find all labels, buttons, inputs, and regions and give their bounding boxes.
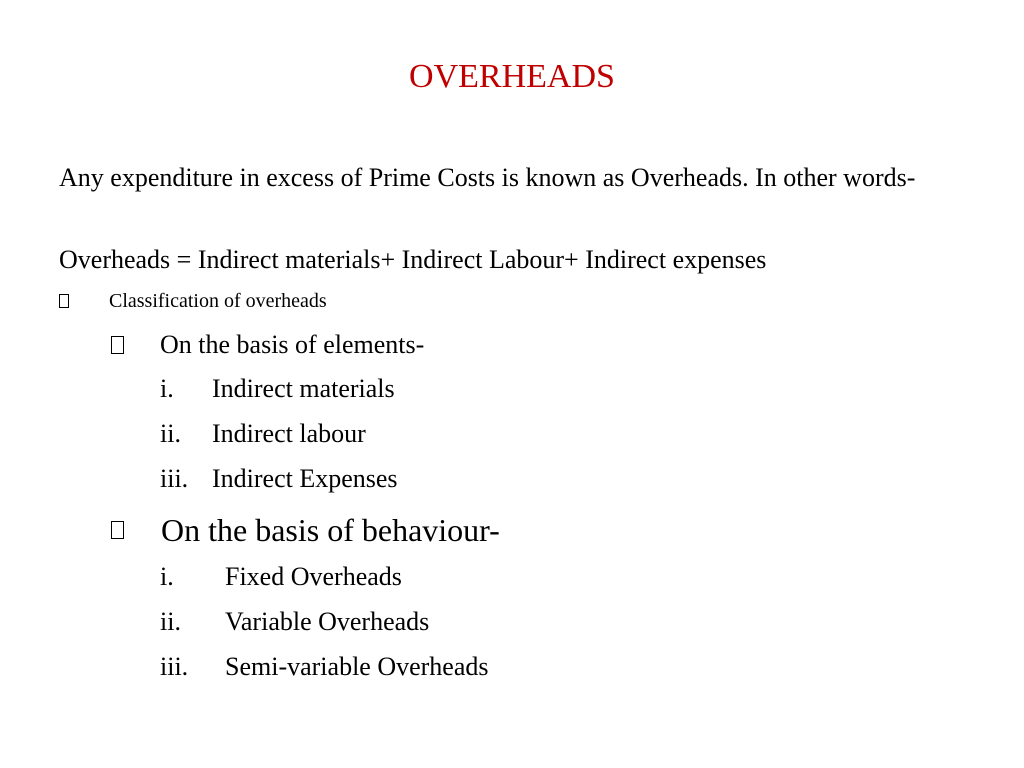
bullet-box-icon (59, 294, 69, 308)
list-item (160, 418, 366, 450)
classification-heading: Classification of overheads (109, 290, 327, 312)
list-item (160, 606, 429, 638)
list-item-number: iii. (160, 652, 189, 681)
intro-paragraph: Any expenditure in excess of Prime Costs is known as Overheads. In other words- (59, 163, 916, 192)
behaviour-bullet (111, 510, 500, 550)
list-item-number: ii. (160, 607, 181, 636)
elements-heading: On the basis of elements- (160, 330, 425, 359)
bullet-box-icon (111, 521, 124, 539)
list-item (160, 463, 398, 495)
list-item-number: i. (160, 562, 174, 591)
list-item-text: Indirect materials (212, 374, 395, 403)
bullet-box-icon (111, 336, 124, 354)
list-item-number: ii. (160, 419, 181, 448)
list-item-text: Indirect labour (212, 419, 366, 448)
formula-paragraph: Overheads = Indirect materials+ Indirect Labour+ Indirect expenses (59, 245, 767, 274)
list-item (160, 561, 402, 593)
list-item-text: Variable Overheads (225, 607, 430, 636)
elements-bullet (111, 329, 424, 361)
slide-title: OVERHEADS (409, 58, 615, 95)
list-item (160, 651, 489, 683)
behaviour-heading: On the basis of behaviour- (161, 512, 500, 548)
list-item (160, 373, 395, 405)
list-item-text: Indirect Expenses (212, 464, 398, 493)
list-item-number: iii. (160, 464, 189, 493)
list-item-text: Semi-variable Overheads (225, 652, 489, 681)
list-item-number: i. (160, 374, 174, 403)
list-item-text: Fixed Overheads (225, 562, 402, 591)
classification-bullet (59, 288, 327, 314)
